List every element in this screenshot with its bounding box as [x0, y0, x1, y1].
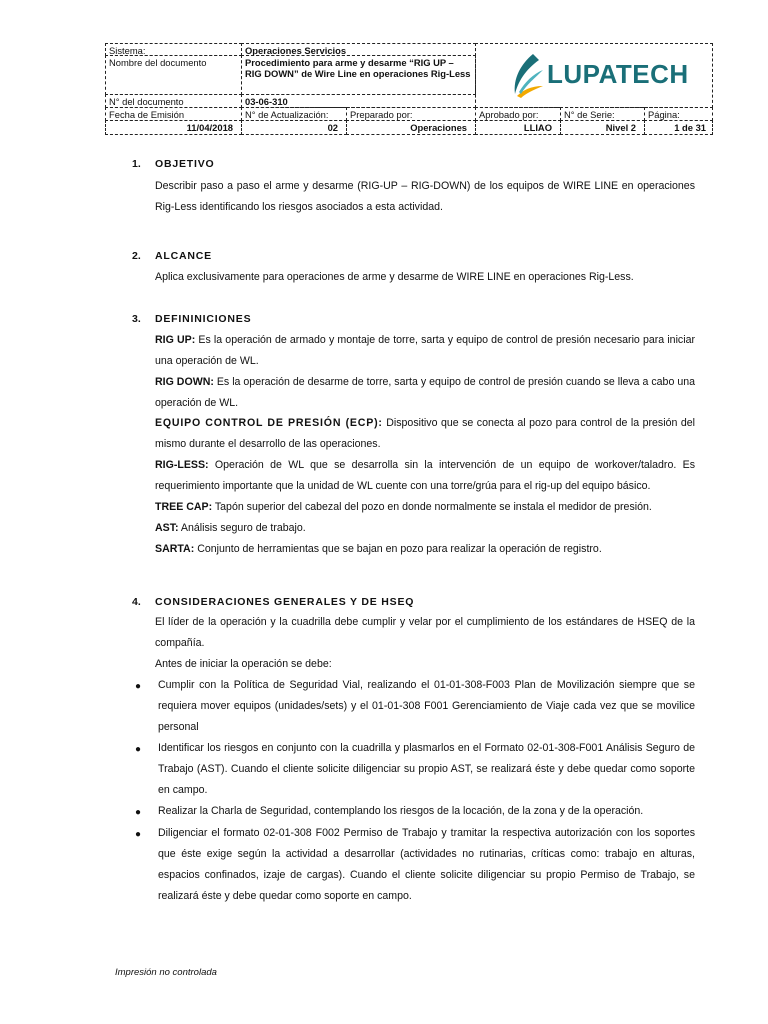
bullet-icon: ●	[135, 744, 142, 755]
definition-item	[155, 497, 695, 518]
logo-text: LUPATECH	[547, 59, 689, 89]
bullet-icon: ●	[135, 681, 142, 692]
company-logo	[475, 43, 713, 108]
definition-text: Es la operación de armado y montaje de torre, sarta y equipo de control de presión necesario para iniciar una operación de WL.	[155, 334, 695, 367]
bullet-icon: ●	[135, 807, 142, 818]
section-title-alcance: ALCANCE	[155, 250, 212, 262]
bullet-item: Identificar los riesgos en conjunto con la cuadrilla y plasmarlos en el Formato 02-01-308-F001 Análisis Seguro de Trabajo (AST). Cuando el cliente solicite diligenciar su propio AST, se realizará éste y debe quedar como soporte en campo.	[158, 742, 695, 796]
definition-text: Tapón superior del cabezal del pozo en donde normalmente se instala el medidor de presión.	[214, 501, 652, 513]
actualizacion-value: 02	[241, 120, 347, 135]
definition-term: RIG UP:	[155, 334, 196, 346]
consideraciones-paragraph: El líder de la operación y la cuadrilla debe cumplir y velar por el cumplimiento de los estándares de HSEQ de la compañía.	[155, 616, 695, 649]
definition-text: Operación de WL que se desarrolla sin la intervención de un equipo de workover/taladro. Es requerimiento importante que la unidad de WL cuente con una torre/grúa para el rig-up del equipo básico.	[155, 459, 696, 492]
sistema-value: Operaciones Servicios	[241, 43, 476, 56]
consideraciones-intro: Antes de iniciar la operación se debe:	[155, 658, 332, 670]
bullet-item: Cumplir con la Política de Seguridad Vial, realizando el 01-01-308-F003 Plan de Movilización siempre que se requiera mover equipos (unidades/sets) y el 01-01-308 F001 Gerenciamiento de Viaje cada vez que se movilice personal	[158, 679, 695, 733]
bullet-item: Realizar la Charla de Seguridad, contemplando los riesgos de la locación, de la zona y de la operación.	[158, 805, 644, 817]
pagina-value: 1 de 31	[644, 120, 713, 135]
definition-item	[155, 413, 695, 455]
definition-term: SARTA:	[155, 543, 195, 555]
serie-label: N° de Serie:	[560, 107, 645, 121]
numero-documento-value: 03-06-310	[241, 94, 476, 108]
section-title-definiciones: DEFININICIONES	[155, 313, 252, 325]
preparado-label: Preparado por:	[346, 107, 476, 121]
serie-value: Nivel 2	[560, 120, 645, 135]
fecha-emision-label: Fecha de Emisión	[105, 107, 242, 121]
nombre-documento-value: Procedimiento para arme y desarme “RIG UP – RIG DOWN” de Wire Line en operaciones Rig-Less	[241, 55, 476, 95]
numero-documento-label: N° del documento	[105, 94, 242, 108]
preparado-value: Operaciones	[346, 120, 476, 135]
aprobado-value: LLIAO	[475, 120, 561, 135]
bullet-item: Diligenciar el formato 02-01-308 F002 Permiso de Trabajo y tramitar la respectiva autorización con los soportes que éste exige según la actividad a desarrollar (actividades no rutinarias, críticas como: trabajo en alturas, espacios confinados, izaje de cargas). Cuando el cliente solicite diligenciar su propio Permiso de Trabajo, se realizará éste y debe quedar como soporte en campo.	[158, 827, 695, 902]
section-number: 2.	[132, 250, 141, 262]
document-header-table	[105, 43, 713, 136]
section-number: 3.	[132, 313, 141, 325]
definition-text: Es la operación de desarme de torre, sarta y equipo de control de presión cuando se lleva a cabo una operación de WL.	[155, 376, 695, 409]
lupatech-swoosh-logo-icon	[509, 52, 545, 98]
actualizacion-label: N° de Actualización:	[241, 107, 347, 121]
definition-term: AST:	[155, 522, 179, 534]
objetivo-paragraph: Describir paso a paso el arme y desarme (RIG-UP – RIG-DOWN) de los equipos de WIRE LINE en operaciones Rig-Less identificando los riesgos asociados a esta actividad.	[155, 180, 695, 213]
definition-text: Conjunto de herramientas que se bajan en pozo para realizar la operación de registro.	[197, 543, 602, 555]
definition-item	[155, 518, 695, 539]
definition-item	[155, 455, 695, 497]
definition-term: RIG DOWN:	[155, 376, 214, 388]
section-title-objetivo: OBJETIVO	[155, 158, 215, 170]
alcance-paragraph: Aplica exclusivamente para operaciones de arme y desarme de WIRE LINE en operaciones Rig-Less.	[155, 271, 634, 283]
section-number: 1.	[132, 158, 141, 170]
definition-text: Dispositivo que se conecta al pozo para control de la presión del mismo durante el desarrollo de las operaciones.	[155, 417, 695, 450]
definition-item	[155, 330, 695, 372]
footer-note: Impresión no controlada	[115, 967, 217, 978]
definition-item	[155, 539, 695, 560]
bullet-icon: ●	[135, 829, 142, 840]
sistema-label: Sistema:	[105, 43, 242, 56]
definition-item	[155, 372, 695, 414]
section-title-consideraciones: CONSIDERACIONES GENERALES Y DE HSEQ	[155, 596, 415, 608]
definition-term: EQUIPO CONTROL DE PRESIÓN (ECP):	[155, 417, 383, 429]
aprobado-label: Aprobado por:	[475, 107, 561, 121]
fecha-emision-value: 11/04/2018	[105, 120, 242, 135]
section-number: 4.	[132, 596, 141, 608]
definition-text: Análisis seguro de trabajo.	[180, 522, 306, 534]
definition-term: TREE CAP:	[155, 501, 213, 513]
nombre-documento-label: Nombre del documento	[105, 55, 242, 95]
pagina-label: Página:	[644, 107, 713, 121]
definition-term: RIG-LESS:	[155, 459, 209, 471]
